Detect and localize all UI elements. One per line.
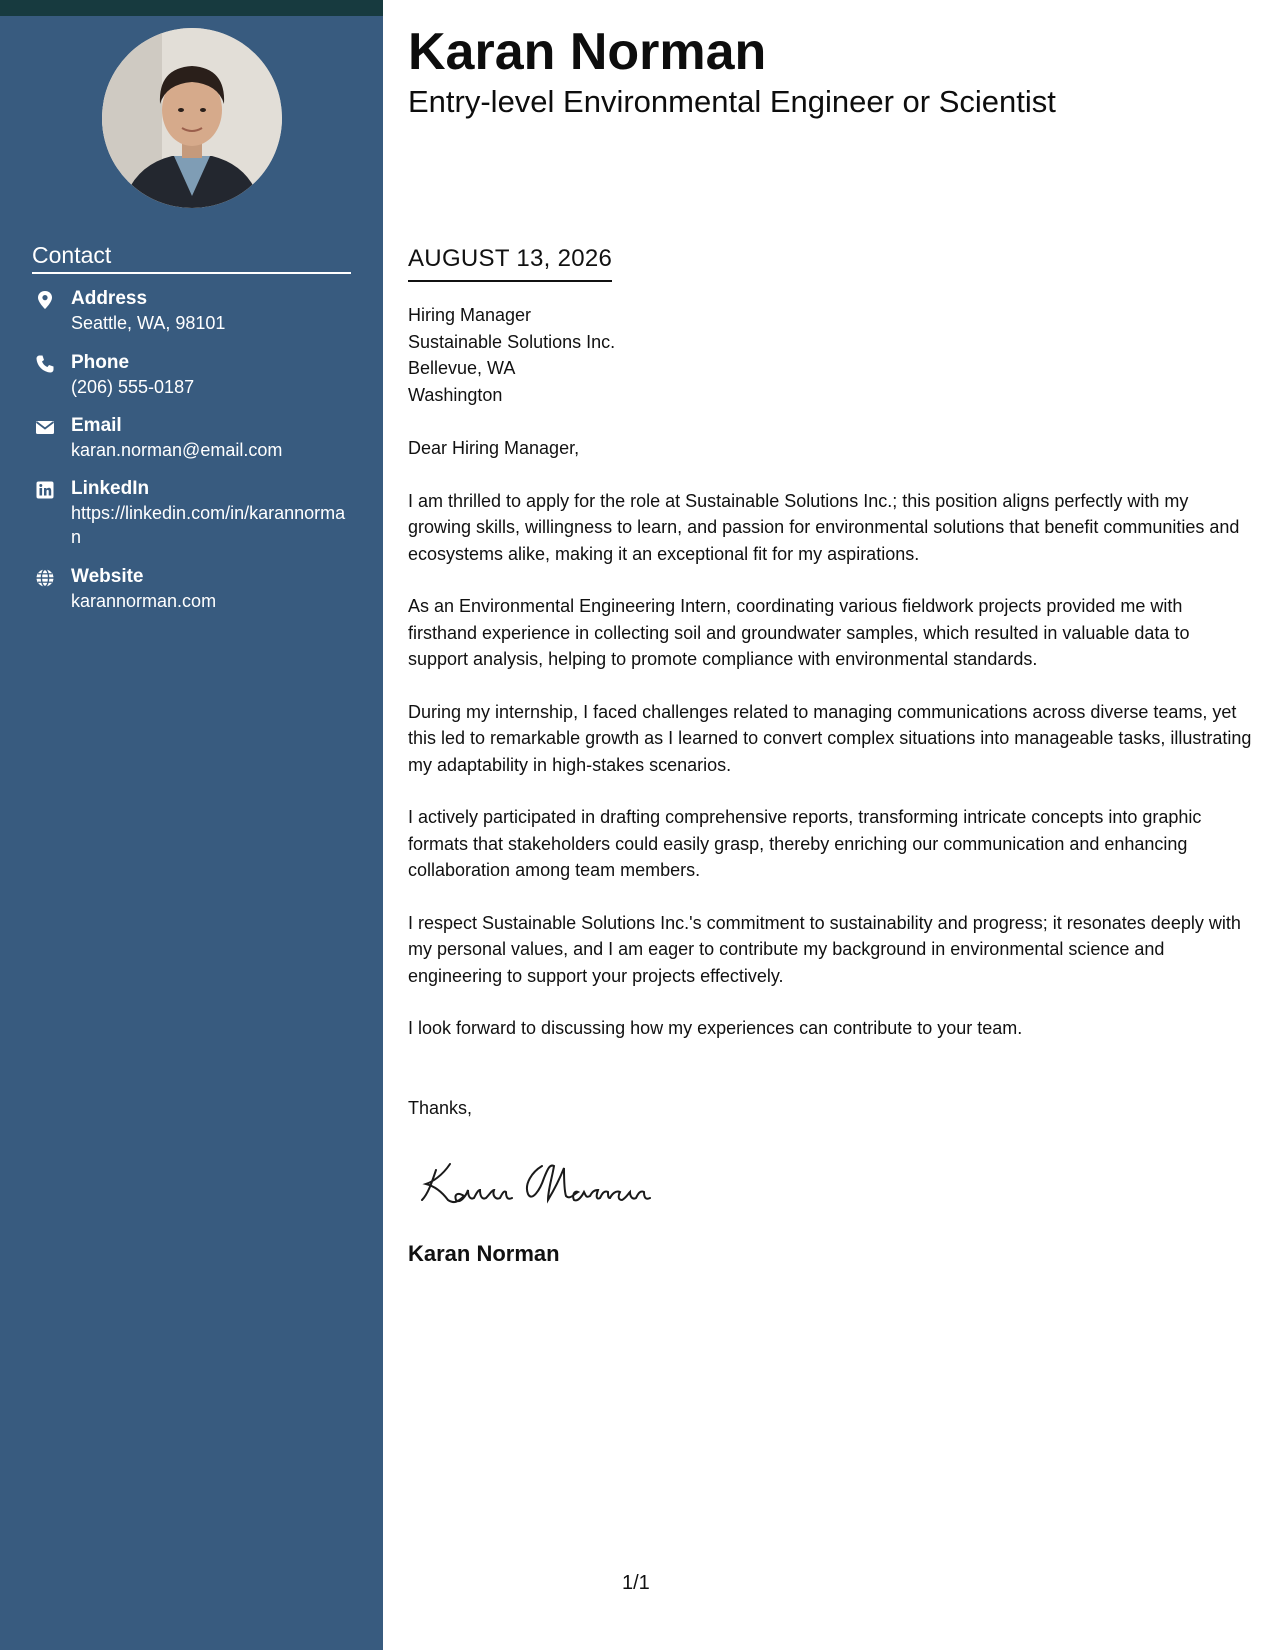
body-paragraph: During my internship, I faced challenges related to managing communications across diverse teams, yet this led to remarkable growth as I learned to convert complex situations into manageable tasks, illustrating my adaptability in high-stakes scenarios. (408, 701, 1252, 775)
contact-value: (206) 555-0187 (71, 377, 195, 397)
contact-value: Seattle, WA, 98101 (71, 313, 226, 333)
contact-value[interactable]: karannorman.com (71, 591, 217, 611)
contact-label: Email (71, 415, 122, 436)
recipient-line: Sustainable Solutions Inc. (408, 331, 616, 352)
handwritten-signature (414, 1150, 674, 1210)
body-paragraph: I look forward to discussing how my experiences can contribute to your team. (408, 1018, 1023, 1038)
contact-label: Phone (71, 352, 130, 373)
contact-label: Address (71, 288, 148, 309)
signed-name: Karan Norman (408, 1241, 560, 1266)
body-paragraph: I am thrilled to apply for the role at Sustainable Solutions Inc.; this position aligns perfectly with my growing skills, willingness to learn, and passion for environmental solutions that benefit communities and ecosystems alike, making it an exceptional fit for my aspirations. (408, 490, 1240, 564)
recipient-line: Washington (408, 384, 503, 405)
envelope-icon (35, 417, 55, 437)
contact-value[interactable]: https://linkedin.com/in/karannorman (71, 503, 346, 547)
body-paragraph: As an Environmental Engineering Intern, coordinating various fieldwork projects provided me with firsthand experience in collecting soil and groundwater samples, which resulted in valuable data to support analysis, helping to promote compliance with environmental standards. (408, 596, 1190, 669)
letter-body (408, 435, 1253, 1068)
linkedin-icon (35, 480, 55, 500)
recipient-block (408, 302, 615, 408)
globe-icon (35, 568, 55, 588)
candidate-name: Karan Norman (408, 23, 767, 81)
recipient-line: Bellevue, WA (408, 358, 516, 378)
page-number: 1/1 (622, 1572, 650, 1594)
candidate-role: Entry-level Environmental Engineer or Scientist (408, 84, 1056, 119)
contact-heading: Contact (32, 240, 351, 274)
profile-photo (102, 28, 282, 208)
contact-label: Website (71, 566, 144, 587)
contact-label: LinkedIn (71, 478, 150, 499)
sidebar-top-bar (0, 0, 383, 16)
body-paragraph: I respect Sustainable Solutions Inc.'s commitment to sustainability and progress; it resonates deeply with my personal values, and I am eager to contribute my background in environmental science and engineering to support your projects effectively. (408, 912, 1241, 986)
body-paragraph: I actively participated in drafting comprehensive reports, transforming intricate concepts into graphic formats that stakeholders could easily grasp, thereby enriching our communication and enhancing collaboration among team members. (408, 807, 1202, 880)
contact-value[interactable]: karan.norman@email.com (71, 440, 283, 460)
map-pin-icon (35, 290, 55, 310)
closing: Thanks, (408, 1098, 473, 1118)
greeting: Dear Hiring Manager, (408, 438, 580, 458)
phone-icon (35, 354, 55, 374)
letter-date: AUGUST 13, 2026 (408, 244, 612, 282)
recipient-line: Hiring Manager (408, 305, 532, 325)
sidebar (0, 0, 383, 1650)
